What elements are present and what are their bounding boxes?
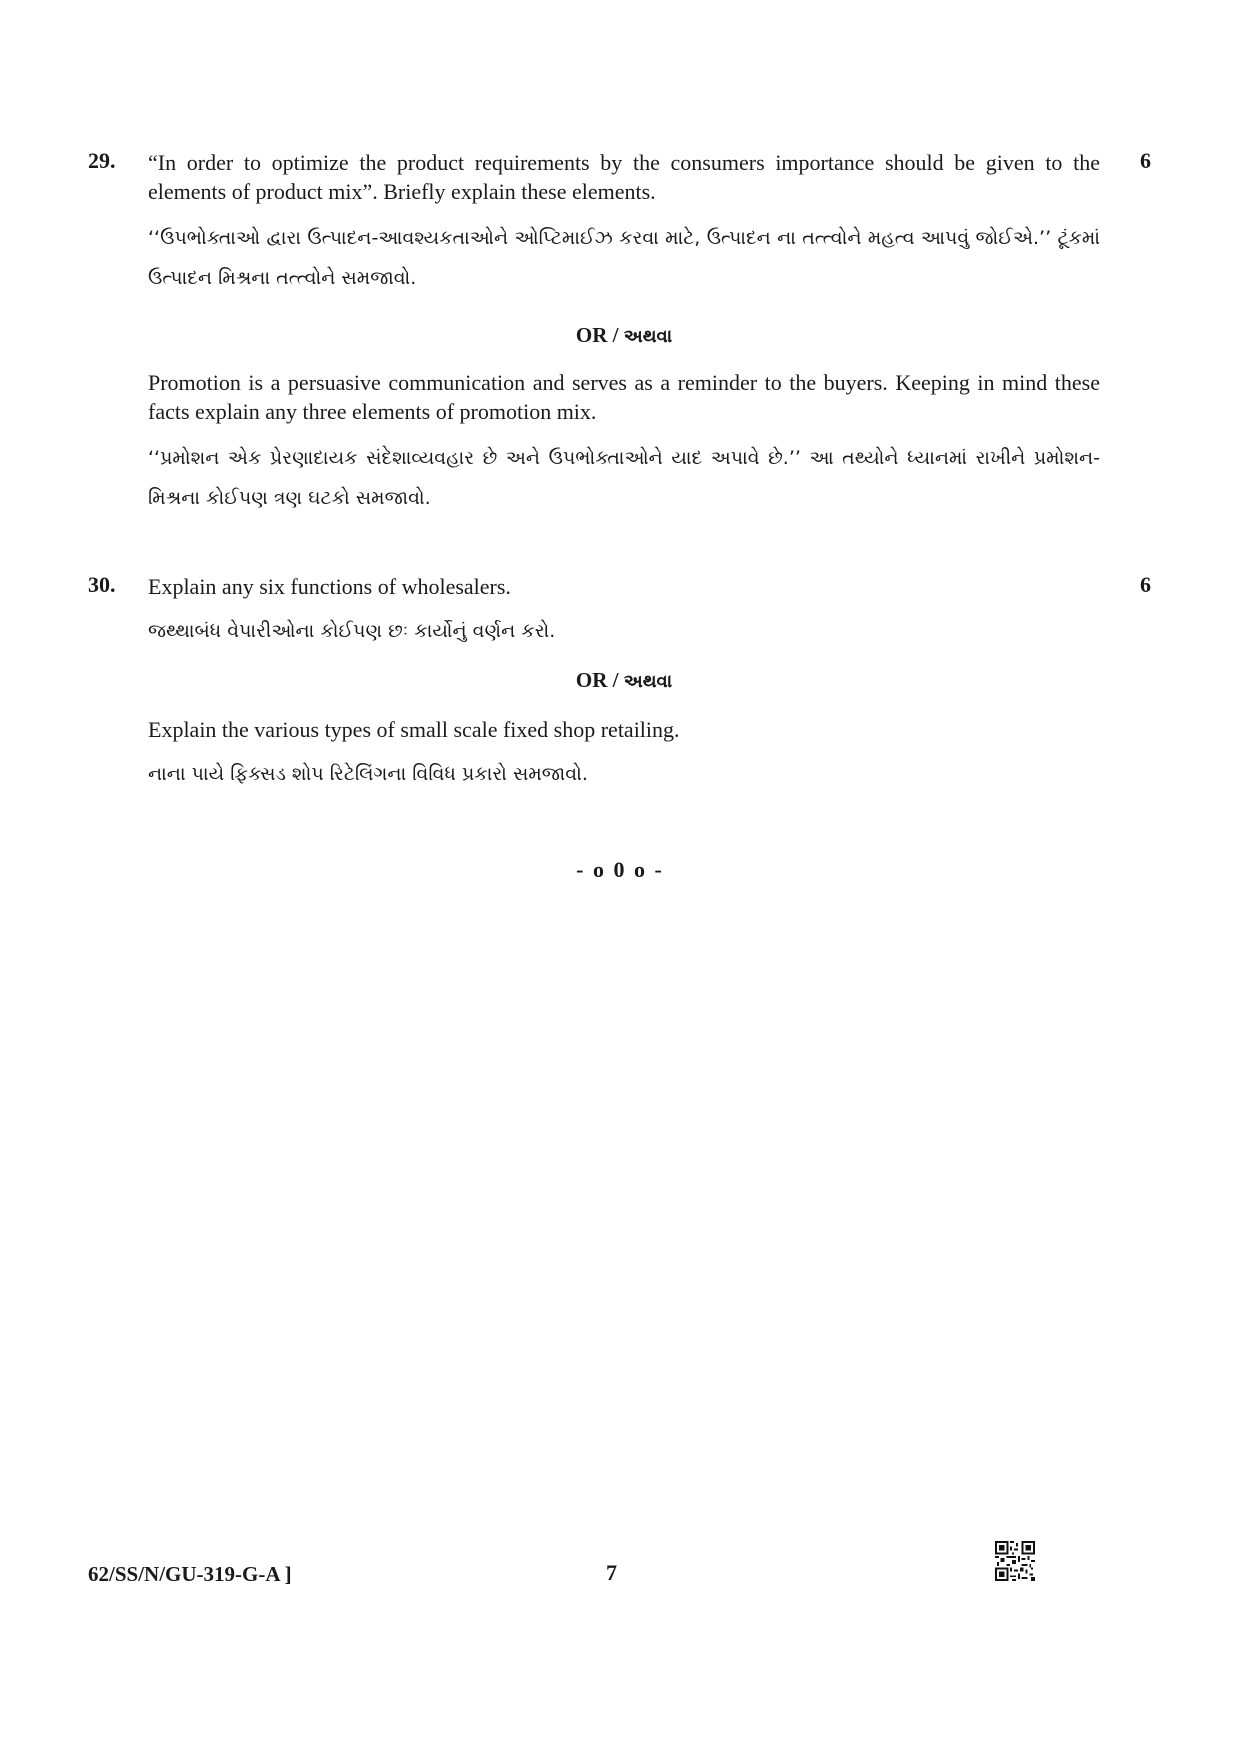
alternative-text-english: Promotion is a persuasive communication and serves as a reminder to the buyers. Keeping in mind these facts explain any three elements of promotion mix. xyxy=(148,370,1100,424)
qr-code-icon xyxy=(995,1540,1035,1582)
question-number: 29. xyxy=(88,148,116,173)
or-label-gujarati: અથવા xyxy=(623,326,673,347)
question-text-gujarati: જથ્થાબંધ વેપારીઓના કોઈપણ છઃ કાર્યોનું વર્ણન કરો. xyxy=(148,620,556,642)
end-of-paper-mark: - o 0 o - xyxy=(576,857,664,882)
alternative-text-gujarati: ‘‘પ્રમોશન એક પ્રેરણાદાયક સંદેશાવ્યવહાર છે અને ઉપભોક્તાઓને યાદ અપાવે છે.’’ આ તથ્યોને ધ્યાનમાં રાખીને પ્રમોશન-મિશ્રના કોઈપણ ત્રણ ઘટકો સમજાવો. xyxy=(148,447,1100,509)
alternative-text-english: Explain the various types of small scale fixed shop retailing. xyxy=(148,717,680,742)
alternative-text-gujarati: નાના પાયે ફિક્સડ શોપ રિટેલિંગના વિવિધ પ્રકારો સમજાવો. xyxy=(148,763,588,785)
or-separator xyxy=(148,665,1100,695)
question-marks: 6 xyxy=(1140,572,1151,597)
or-label-english: OR / xyxy=(575,323,619,347)
question-marks: 6 xyxy=(1140,148,1151,173)
question-text-english: Explain any six functions of wholesalers. xyxy=(148,574,511,599)
question-body xyxy=(148,572,1100,794)
or-label-gujarati: અથવા xyxy=(623,671,673,692)
question-number: 30. xyxy=(88,572,116,597)
question-body xyxy=(148,148,1100,518)
question-text-gujarati: ‘‘ઉપભોક્તાઓ દ્વારા ઉત્પાદન-આવશ્યકતાઓને ઓપ્ટિમાઈઝ કરવા માટે, ઉત્પાદન ના તત્ત્વોને મહત્વ આપવું જોઈએ.’’ ટૂંકમાં ઉત્પાદન મિશ્રના તત્ત્વોને સમજાવો. xyxy=(148,227,1100,289)
or-separator xyxy=(148,320,1100,350)
or-label-english: OR / xyxy=(575,668,619,692)
page-number: 7 xyxy=(606,1560,617,1585)
question-text-english: “In order to optimize the product requirements by the consumers importance should be given to the elements of product mix”. Briefly explain these elements. xyxy=(148,150,1100,204)
paper-code: 62/SS/N/GU-319-G-A ] xyxy=(88,1562,292,1586)
